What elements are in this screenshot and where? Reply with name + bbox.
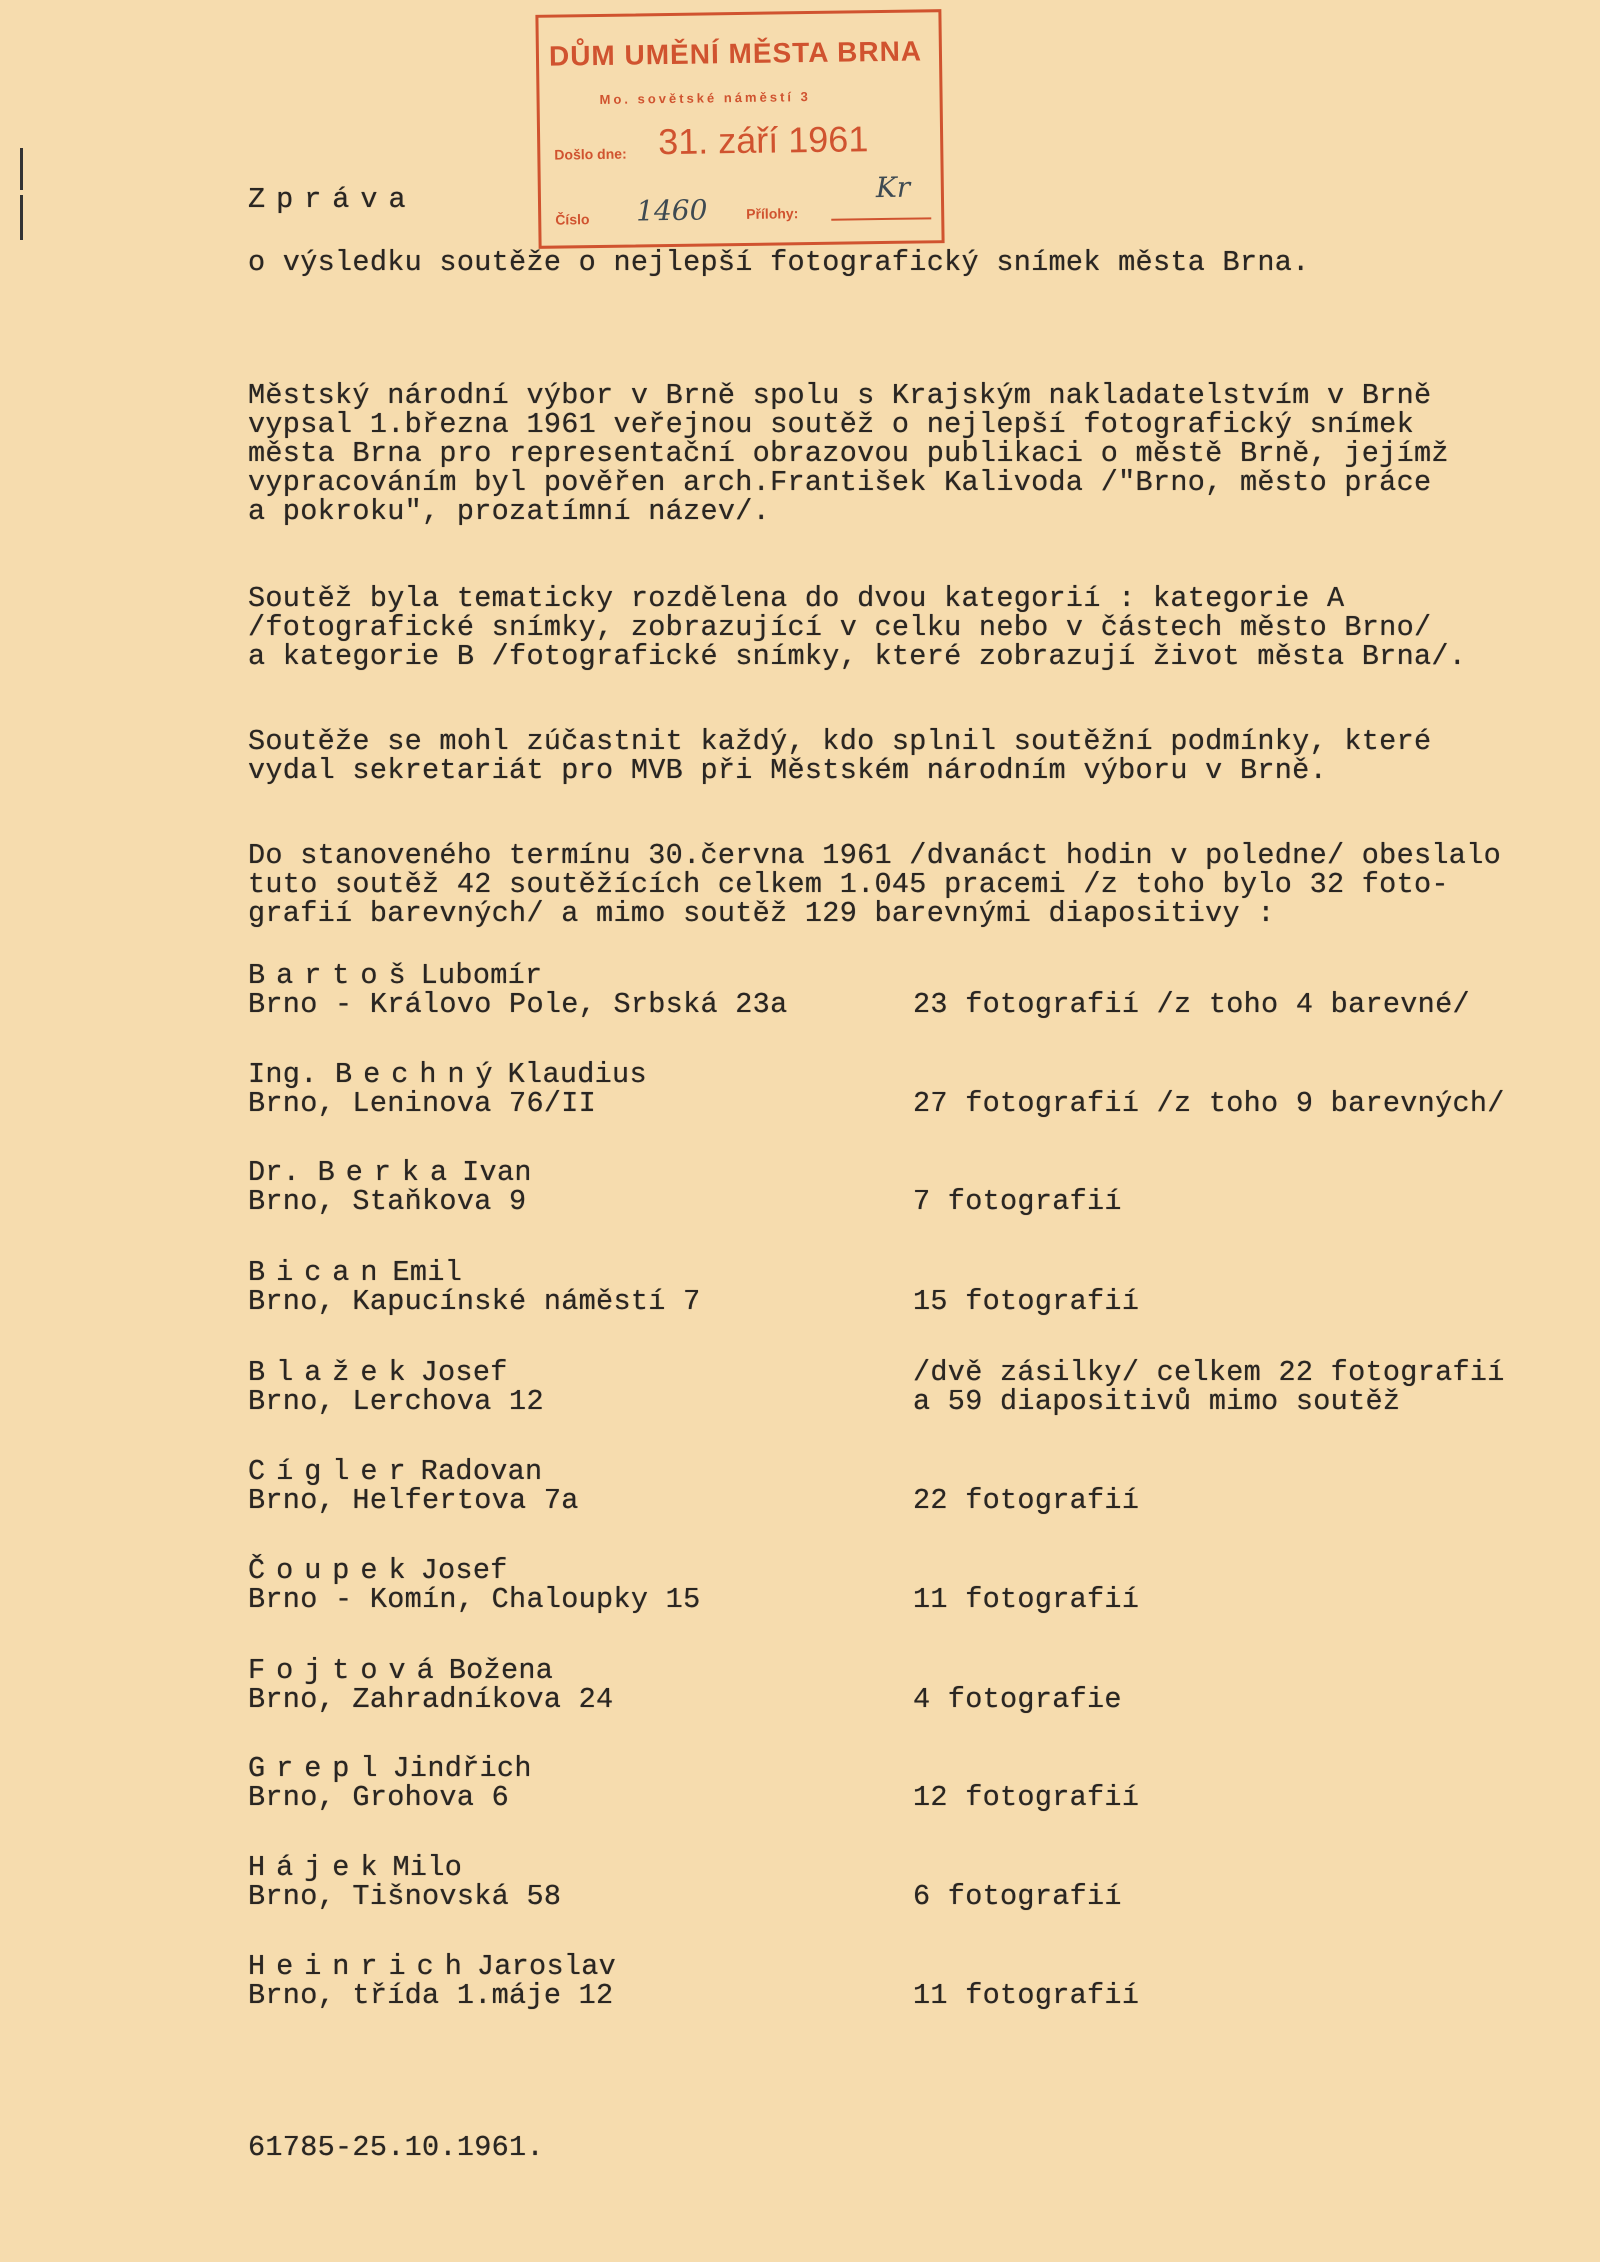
participant-address: Brno, Helfertova 7a (248, 1484, 579, 1517)
text-line: a kategorie B /fotografické snímky, které zobrazují život města Brna/. (248, 640, 1467, 673)
participant-entry (248, 1457, 1548, 1517)
result-line (913, 1556, 1139, 1585)
stamp-attachments-label: Přílohy: (746, 205, 799, 222)
stamp-date-label: Došlo dne: (554, 145, 627, 163)
surname: Heinrich (248, 1950, 473, 1983)
participant-name (248, 961, 788, 990)
participant-address: Brno - Komín, Chaloupky 15 (248, 1583, 701, 1616)
participant-entry (248, 1952, 1548, 2012)
result-line (913, 1158, 1122, 1187)
participant-name (248, 1853, 561, 1882)
participant-entry (248, 1754, 1548, 1814)
first-name: Jindřich (392, 1752, 532, 1785)
participant-name (248, 1656, 613, 1685)
participant-address: Brno, Staňkova 9 (248, 1185, 527, 1218)
first-name: Jaroslav (476, 1950, 617, 1983)
participant-address: Brno, Leninova 76/II (248, 1087, 597, 1120)
participant-address: Brno, třída 1.máje 12 (248, 1979, 614, 2012)
result-line: 27 fotografií /z toho 9 barevných/ (913, 1087, 1505, 1120)
text-line: Do stanoveného termínu 30.června 1961 /dvanáct hodin v poledne/ obeslalo (248, 839, 1501, 872)
surname: Berka (317, 1156, 459, 1189)
result-line: 15 fotografií (913, 1285, 1140, 1318)
stamp-number-label: Číslo (555, 211, 590, 228)
text-line: /fotografické snímky, zobrazující v celku nebo v částech město Brno/ (248, 611, 1432, 644)
surname: Bechný (335, 1058, 504, 1091)
surname: Hájek (248, 1851, 389, 1884)
participant-name (248, 1556, 700, 1585)
participant-entry (248, 1556, 1548, 1616)
result-line (913, 1457, 1139, 1486)
participant-name (248, 1258, 700, 1287)
text-line: tuto soutěž 42 soutěžících celkem 1.045 pracemi /z toho bylo 32 foto- (248, 868, 1449, 901)
participant-address: Brno, Tišnovská 58 (248, 1880, 562, 1913)
result-line (913, 1754, 1139, 1783)
participant-entry (248, 1853, 1548, 1913)
participant-name (248, 1060, 647, 1089)
participant-entry (248, 961, 1548, 1021)
participant-entry (248, 1258, 1548, 1318)
first-name: Ivan (462, 1156, 532, 1189)
text-line: Soutěž byla tematicky rozdělena do dvou kategorií : kategorie A (248, 582, 1345, 615)
participant-address: Brno - Královo Pole, Srbská 23a (248, 988, 788, 1021)
result-line: a 59 diapositivů mimo soutěž (913, 1385, 1401, 1418)
document-subtitle: o výsledku soutěže o nejlepší fotografický snímek města Brna. (248, 246, 1310, 279)
result-line: /dvě zásilky/ celkem 22 fotografií (913, 1356, 1505, 1389)
text-line: Městský národní výbor v Brně spolu s Krajským nakladatelstvím v Brně (248, 379, 1432, 412)
result-line: 11 fotografií (913, 1583, 1140, 1616)
result-line (913, 1853, 1122, 1882)
result-line: 23 fotografií /z toho 4 barevné/ (913, 988, 1470, 1021)
participant-name (248, 1358, 544, 1387)
stamp-number: 1460 (635, 193, 708, 228)
result-line (913, 1656, 1122, 1685)
name-prefix: Dr. (248, 1156, 318, 1189)
margin-mark (20, 148, 23, 190)
first-name: Klaudius (507, 1058, 647, 1091)
result-line: 12 fotografií (913, 1781, 1140, 1814)
stamp-heading: DŮM UMĚNÍ MĚSTA BRNA (548, 35, 923, 72)
participant-entry (248, 1656, 1548, 1716)
participant-address: Brno, Lerchova 12 (248, 1385, 544, 1418)
participant-address: Brno, Grohova 6 (248, 1781, 510, 1814)
margin-mark (20, 195, 23, 240)
result-line: 6 fotografií (913, 1880, 1122, 1913)
result-line: 4 fotografie (913, 1683, 1122, 1716)
stamp-address: Mo. sovětské náměstí 3 (599, 89, 811, 107)
participant-entry (248, 1158, 1548, 1218)
surname: Bican (248, 1256, 389, 1289)
surname: Grepl (248, 1752, 389, 1785)
surname: Blažek (248, 1356, 417, 1389)
surname: Fojtová (248, 1654, 445, 1687)
text-line: města Brna pro representační obrazovou publikaci o městě Brně, jejímž (248, 437, 1449, 470)
document-title: Zpráva (248, 183, 417, 216)
participant-name (248, 1457, 579, 1486)
paragraph-4 (248, 841, 1501, 928)
surname: Bartoš (248, 959, 417, 992)
text-line: grafií barevných/ a mimo soutěž 129 barevnými diapositivy : (248, 897, 1275, 930)
document-footer: 61785-25.10.1961. (248, 2131, 544, 2164)
paragraph-2 (248, 584, 1466, 671)
participant-entry (248, 1358, 1548, 1418)
result-line: 22 fotografií (913, 1484, 1140, 1517)
text-line: Soutěže se mohl zúčastnit každý, kdo splnil soutěžní podmínky, které (248, 725, 1432, 758)
surname: Čoupek (248, 1554, 417, 1587)
result-line: 7 fotografií (913, 1185, 1122, 1218)
stamp-initials: Kr (875, 170, 911, 205)
first-name: Josef (420, 1554, 508, 1587)
result-line (913, 1952, 1139, 1981)
first-name: Emil (392, 1256, 463, 1289)
participant-name (248, 1158, 532, 1187)
first-name: Josef (420, 1356, 508, 1389)
name-prefix: Ing. (248, 1058, 336, 1091)
text-line: vypracováním byl pověřen arch.František Kalivoda /"Brno, město práce (248, 466, 1432, 499)
result-line (913, 961, 1470, 990)
received-stamp (535, 9, 944, 249)
surname: Cígler (248, 1455, 417, 1488)
paragraph-1 (248, 381, 1449, 526)
text-line: vydal sekretariát pro MVB při Městském národním výboru v Brně. (248, 754, 1327, 787)
result-line (913, 1258, 1139, 1287)
participant-address: Brno, Kapucínské náměstí 7 (248, 1285, 701, 1318)
text-line: vypsal 1.března 1961 veřejnou soutěž o nejlepší fotografický snímek (248, 408, 1414, 441)
result-line: 11 fotografií (913, 1979, 1140, 2012)
first-name: Božena (448, 1654, 554, 1687)
stamp-date: 31. září 1961 (657, 118, 869, 163)
result-line (913, 1060, 1505, 1089)
paragraph-3 (248, 727, 1431, 785)
participant-address: Brno, Zahradníkova 24 (248, 1683, 614, 1716)
participant-name (248, 1754, 532, 1783)
first-name: Lubomír (420, 959, 543, 992)
stamp-line (831, 217, 931, 220)
first-name: Milo (392, 1851, 463, 1884)
participant-entry (248, 1060, 1548, 1120)
first-name: Radovan (420, 1455, 543, 1488)
text-line: a pokroku", prozatímní název/. (248, 495, 771, 528)
participant-name (248, 1952, 616, 1981)
